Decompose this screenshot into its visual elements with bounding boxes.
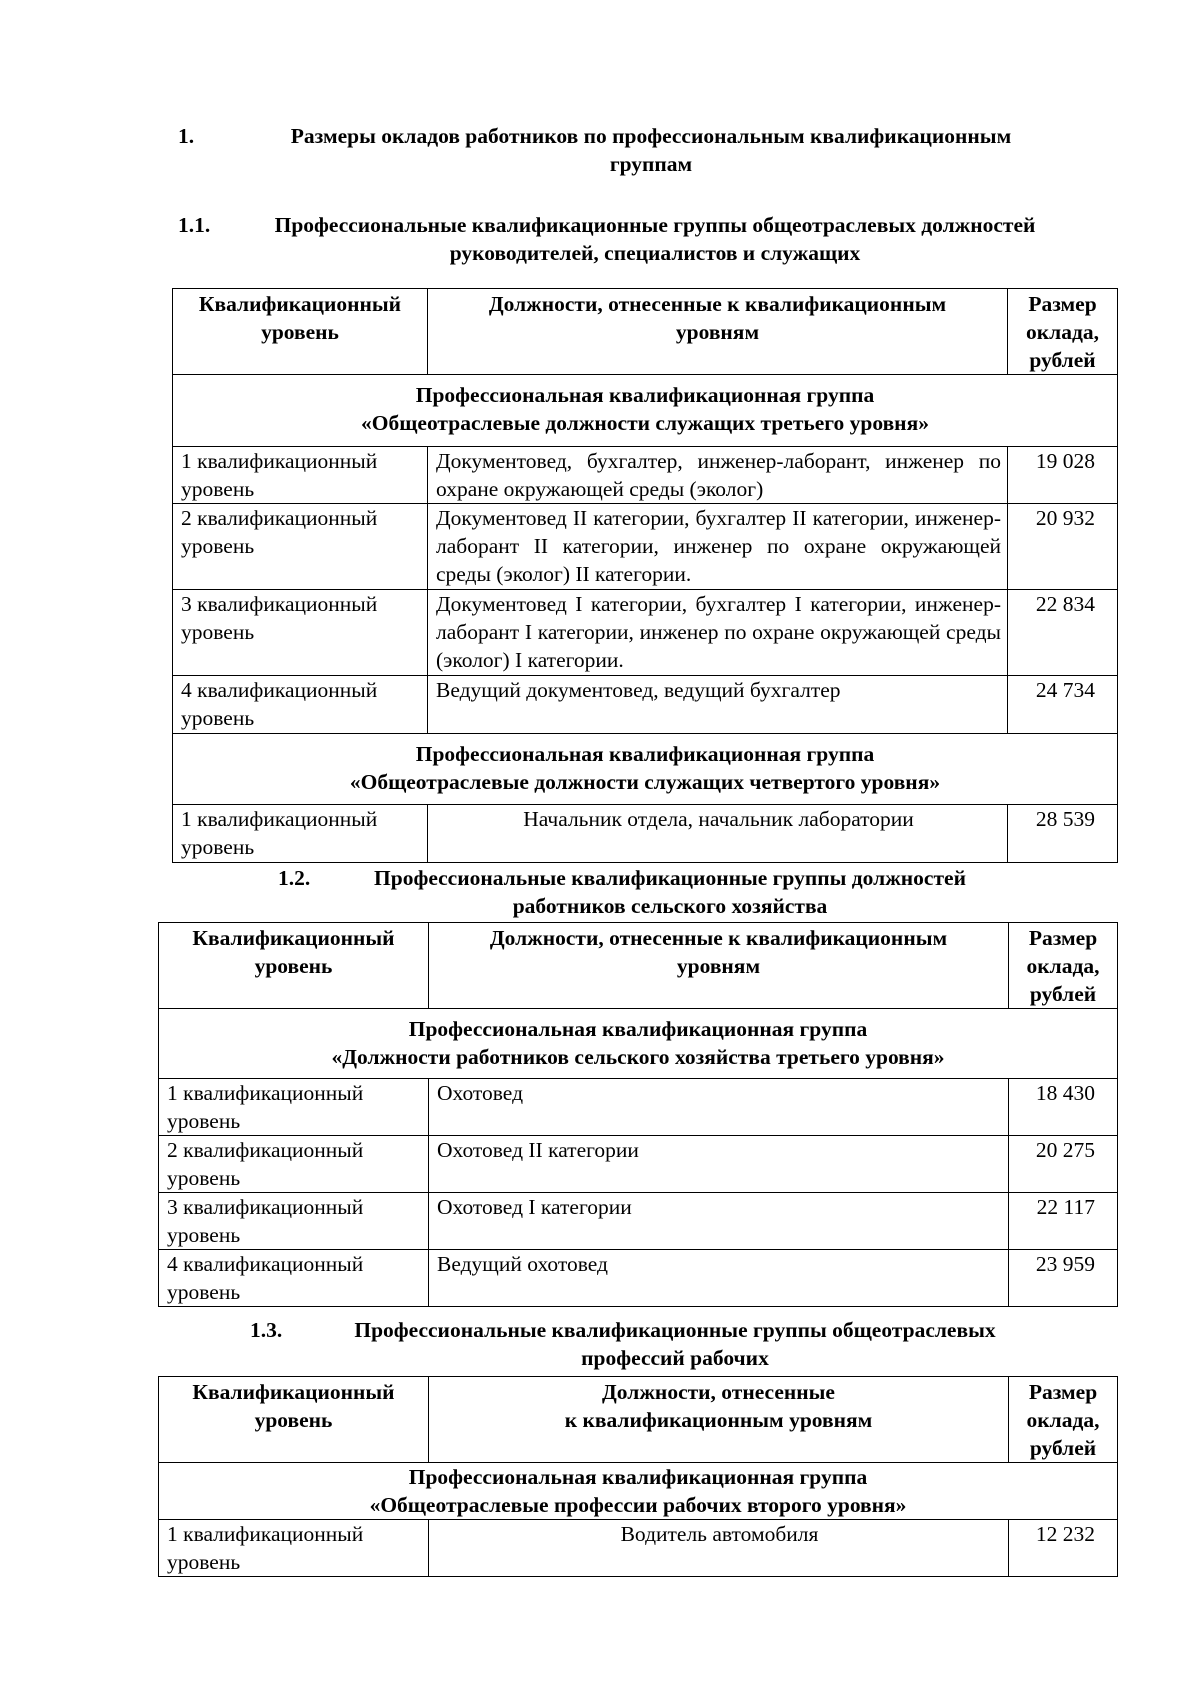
table-header-row [173, 289, 1118, 375]
subsection-title-line2: работников сельского хозяйства [512, 894, 828, 918]
header-level: Квалификационный уровень [173, 289, 428, 375]
salary-table-2 [158, 922, 1118, 1307]
table-header-row [159, 1377, 1118, 1463]
level-cell: 4 квалификационный уровень [159, 1250, 429, 1307]
salary-cell: 23 959 [1009, 1250, 1118, 1307]
level-cell: 1 квалификационный уровень [159, 1079, 429, 1136]
level-cell: 3 квалификационный уровень [173, 590, 428, 676]
header-positions: Должности, отнесенные к квалификационным уровням [428, 289, 1008, 375]
positions-cell: Водитель автомобиля [429, 1520, 1009, 1577]
table-row [159, 1136, 1118, 1193]
level-cell: 4 квалификационный уровень [173, 676, 428, 734]
subsection-title-line2: руководителей, специалистов и служащих [449, 241, 861, 265]
header-salary: Размер оклада, рублей [1009, 1377, 1118, 1463]
table-row [173, 504, 1118, 590]
salary-cell: 18 430 [1009, 1079, 1118, 1136]
salary-cell: 22 834 [1008, 590, 1118, 676]
subsection-title-line1: Профессиональные квалификационные группы общеотраслевых [354, 1318, 996, 1342]
header-level: Квалификационный уровень [159, 923, 429, 1009]
level-cell: 1 квалификационный уровень [173, 447, 428, 504]
salary-cell: 19 028 [1008, 447, 1118, 504]
table-row [173, 805, 1118, 863]
positions-cell: Ведущий документовед, ведущий бухгалтер [428, 676, 1008, 734]
group-title: Профессиональная квалификационная группа «Должности работников сельского хозяйства третьего уровня» [159, 1009, 1118, 1079]
table-row [159, 1250, 1118, 1307]
table-row [159, 1520, 1118, 1577]
subsection-title-1-2 [340, 864, 1000, 920]
group-row [173, 734, 1118, 805]
header-salary: Размер оклада, рублей [1009, 923, 1118, 1009]
section-title [236, 122, 1066, 178]
table-row [173, 447, 1118, 504]
salary-cell: 20 275 [1009, 1136, 1118, 1193]
level-cell: 2 квалификационный уровень [159, 1136, 429, 1193]
table-row [159, 1079, 1118, 1136]
section-title-line1: Размеры окладов работников по профессиональным квалификационным [290, 124, 1012, 148]
table-row [159, 1193, 1118, 1250]
subsection-number-1-1: 1.1. [178, 213, 211, 237]
section-title-line2: группам [609, 152, 693, 176]
subsection-number-1-3: 1.3. [250, 1318, 283, 1342]
table-header-row [159, 923, 1118, 1009]
header-level: Квалификационный уровень [159, 1377, 429, 1463]
subsection-title-line1: Профессиональные квалификационные группы общеотраслевых должностей [274, 213, 1036, 237]
subsection-title-1-3 [315, 1316, 1035, 1372]
positions-cell: Документовед, бухгалтер, инженер-лаборант, инженер по охране окружающей среды (эколог) [428, 447, 1008, 504]
group-title: Профессиональная квалификационная группа «Общеотраслевые должности служащих третьего уровня» [173, 375, 1118, 447]
salary-cell: 28 539 [1008, 805, 1118, 863]
subsection-title-1-1 [240, 211, 1070, 267]
positions-cell: Ведущий охотовед [429, 1250, 1009, 1307]
subsection-title-line1: Профессиональные квалификационные группы должностей [374, 866, 966, 890]
salary-table-1 [172, 288, 1118, 863]
table-row [173, 676, 1118, 734]
salary-cell: 12 232 [1009, 1520, 1118, 1577]
level-cell: 1 квалификационный уровень [159, 1520, 429, 1577]
level-cell: 3 квалификационный уровень [159, 1193, 429, 1250]
header-positions: Должности, отнесенные к квалификационным уровням [429, 1377, 1009, 1463]
header-salary: Размер оклада, рублей [1008, 289, 1118, 375]
group-title: Профессиональная квалификационная группа «Общеотраслевые профессии рабочих второго уровня» [159, 1463, 1118, 1520]
subsection-title-line2: профессий рабочих [581, 1346, 769, 1370]
level-cell: 2 квалификационный уровень [173, 504, 428, 590]
header-positions: Должности, отнесенные к квалификационным уровням [429, 923, 1009, 1009]
level-cell: 1 квалификационный уровень [173, 805, 428, 863]
salary-cell: 22 117 [1009, 1193, 1118, 1250]
group-row [159, 1463, 1118, 1520]
group-row [159, 1009, 1118, 1079]
salary-cell: 20 932 [1008, 504, 1118, 590]
positions-cell: Охотовед [429, 1079, 1009, 1136]
positions-cell: Документовед I категории, бухгалтер I категории, инженер-лаборант I категории, инженер по охране окружающей среды (эколог) I категории. [428, 590, 1008, 676]
subsection-number-1-2: 1.2. [278, 866, 311, 890]
salary-cell: 24 734 [1008, 676, 1118, 734]
positions-cell: Охотовед I категории [429, 1193, 1009, 1250]
positions-cell: Охотовед II категории [429, 1136, 1009, 1193]
group-row [173, 375, 1118, 447]
positions-cell: Документовед II категории, бухгалтер II категории, инженер-лаборант II категории, инженер по охране окружающей среды (эколог) II категории. [428, 504, 1008, 590]
group-title: Профессиональная квалификационная группа «Общеотраслевые должности служащих четвертого уровня» [173, 734, 1118, 805]
positions-cell: Начальник отдела, начальник лаборатории [428, 805, 1008, 863]
salary-table-3 [158, 1376, 1118, 1577]
section-number: 1. [178, 124, 195, 148]
table-row [173, 590, 1118, 676]
